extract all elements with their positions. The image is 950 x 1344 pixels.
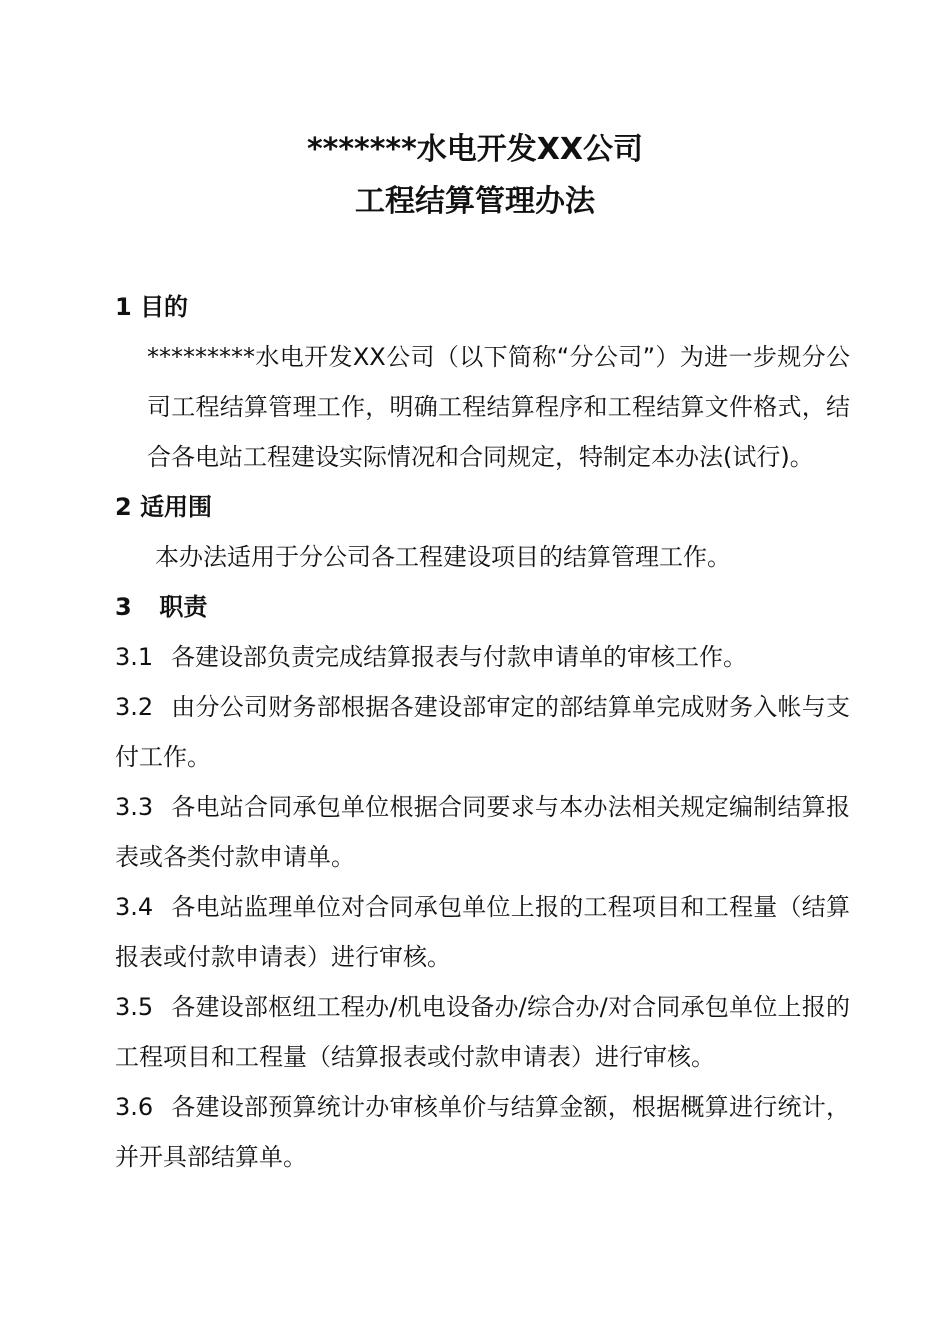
clause-text: 各电站合同承包单位根据合同要求与本办法相关规定编制结算报表或各类付款申请单。 xyxy=(115,793,850,871)
document-body xyxy=(115,282,850,1182)
clause-text: 各建设部枢纽工程办/机电设备办/综合办/对合同承包单位上报的工程项目和工程量（结算报表或付款申请表）进行审核。 xyxy=(115,993,850,1071)
clause-number: 3.5 xyxy=(115,993,154,1021)
document-title-line-2: 工程结算管理办法 xyxy=(355,184,595,219)
clause-3-5 xyxy=(115,982,850,1082)
clause-text: 各建设部负责完成结算报表与付款申请单的审核工作。 xyxy=(171,643,747,671)
clause-3-2 xyxy=(115,682,850,782)
clause-3-1 xyxy=(115,632,850,682)
clause-number: 3.3 xyxy=(115,793,154,821)
section-heading-scope xyxy=(115,482,850,532)
section-heading-responsibilities xyxy=(115,582,850,632)
section-title: 适用围 xyxy=(140,493,213,521)
clause-3-6 xyxy=(115,1082,850,1182)
clause-number: 3.1 xyxy=(115,643,154,671)
section-number: 3 xyxy=(115,593,132,621)
section-title: 目的 xyxy=(140,293,189,321)
clause-3-4 xyxy=(115,882,850,982)
section-number: 1 xyxy=(115,293,132,321)
section-heading-purpose xyxy=(115,282,850,332)
section-title: 职责 xyxy=(159,593,208,621)
clause-text: 各电站监理单位对合同承包单位上报的工程项目和工程量（结算报表或付款申请表）进行审核。 xyxy=(115,893,850,971)
clause-3-3 xyxy=(115,782,850,882)
clause-number: 3.6 xyxy=(115,1093,154,1121)
section-paragraph-scope: 本办法适用于分公司各工程建设项目的结算管理工作。 xyxy=(155,543,731,571)
section-paragraph-purpose: *********水电开发XX公司（以下简称“分公司”）为进一步规分公司工程结算管理工作，明确工程结算程序和工程结算文件格式，结合各电站工程建设实际情况和合同规定，特制定本办法(试行)。 xyxy=(147,343,850,471)
clause-text: 各建设部预算统计办审核单价与结算金额，根据概算进行统计，并开具部结算单。 xyxy=(115,1093,850,1171)
clause-number: 3.2 xyxy=(115,693,154,721)
clause-text: 由分公司财务部根据各建设部审定的部结算单完成财务入帐与支付工作。 xyxy=(115,693,850,771)
document-title-line-1: *******水电开发XX公司 xyxy=(306,132,644,167)
clause-number: 3.4 xyxy=(115,893,154,921)
section-number: 2 xyxy=(115,493,132,521)
